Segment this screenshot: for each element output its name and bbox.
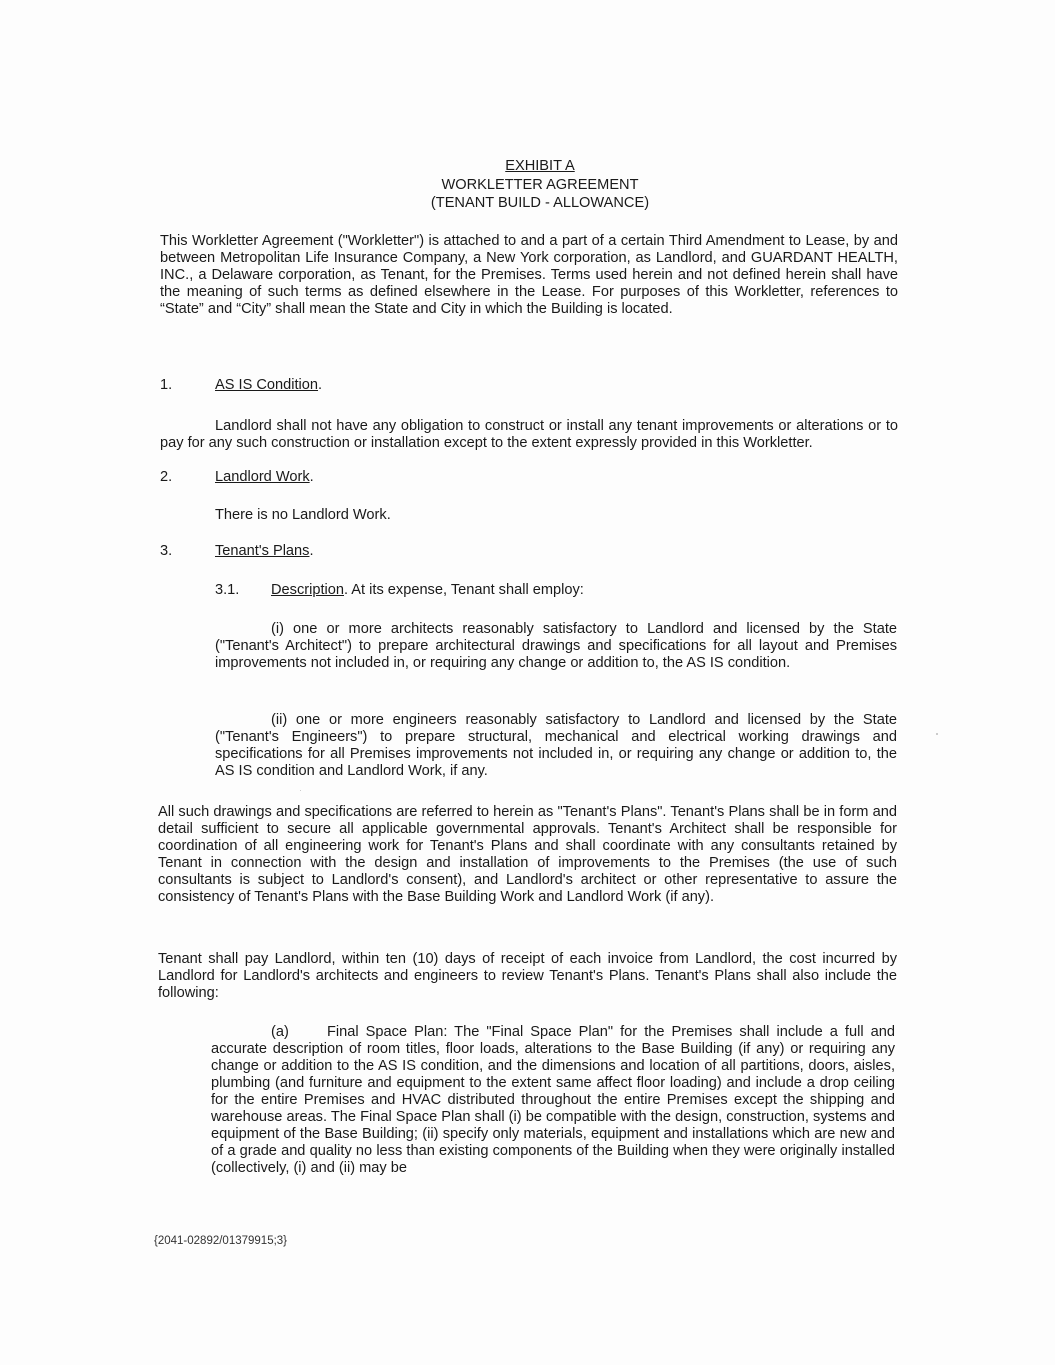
tenant-payment-paragraph: Tenant shall pay Landlord, within ten (10) days of receipt of each invoice from Landlord, the cost incurred by Landlord for Landlord's architects and engineers to review Tenant's Plans. Tenant's Plans shall also include the following: [158,951,897,1001]
item-a-label: (a) [271,1024,289,1040]
section-1-body: Landlord shall not have any obligation to construct or install any tenant improvements or alterations or to pay for any such construction or installation except to the extent expressly provided in this Workletter. [160,418,898,451]
tenant-plans-paragraph: All such drawings and specifications are referred to herein as "Tenant's Plans". Tenant's Plans shall be in form and detail sufficient to secure all applicable governmental approvals. Tenant's Architect shall be responsible for coordination of all engineering work for Tenant's Plans and shall coordinate with any consultants retained by Tenant in connection with the design and installation of improvements to the Premises (the use of such consultants is subject to Landlord's consent), and Landlord's architect or other representative to assure the consistency of Tenant's Plans with the Base Building Work and Landlord Work (if any). [158,804,897,905]
item-ii-paragraph: (ii) one or more engineers reasonably satisfactory to Landlord and licensed by the State ("Tenant's Engineers") to prepare structural, mechanical and electrical working drawings and specifications for all Premises improvements not included in, or requiring any change or addition to, the AS IS condition and Landlord Work, if any. [215,712,897,779]
section-3-number: 3. [160,543,173,559]
section-1-heading: AS IS Condition. [215,377,323,393]
document-footer-id: {2041-02892/01379915;3} [154,1235,288,1247]
intro-paragraph: This Workletter Agreement ("Workletter") is attached to and a part of a certain Third Amendment to Lease, by and between Metropolitan Life Insurance Company, a New York corporation, as Landlord, and GUARDANT HEALTH, INC., a Delaware corporation, as Tenant, for the Premises. Terms used herein and not defined herein shall have the meaning of such terms as defined elsewhere in the Lease. For purposes of this Workletter, references to “State” and “City” shall mean the State and City in which the Building is located. [160,233,898,317]
subsection-3-1-text: . At its expense, Tenant shall employ: [344,582,584,598]
section-2-body: There is no Landlord Work. [215,507,391,523]
scan-speck [300,790,301,791]
subsection-3-1-line [271,582,584,599]
item-a-paragraph: Final Space Plan: The "Final Space Plan" for the Premises shall include a full and accurate description of room titles, floor loads, alterations to the Base Building (if any) or requiring any change or addition to the AS IS condition, and the dimensions and location of all partitions, doors, aisles, plumbing (and furniture and equipment to the extent same affect floor loading) and include a drop ceiling for the entire Premises and HVAC distributed throughout the entire Premises except the shipping and warehouse areas. The Final Space Plan shall (i) be compatible with the design, construction, systems and equipment of the Base Building; (ii) specify only materials, equipment and installations which are new and of a grade and quality no less than existing components of the Building when they were originally installed (collectively, (i) and (ii) may be [211,1024,895,1176]
section-1-number: 1. [160,377,173,393]
subsection-3-1-heading: Description [271,582,344,598]
subsection-3-1-number: 3.1. [215,582,240,598]
agreement-subtitle: (TENANT BUILD - ALLOWANCE) [430,195,650,211]
section-2-heading: Landlord Work. [215,469,314,485]
exhibit-title: EXHIBIT A [505,158,575,174]
section-2-number: 2. [160,469,173,485]
title-block [0,157,1055,213]
item-i-paragraph: (i) one or more architects reasonably satisfactory to Landlord and licensed by the State ("Tenant's Architect") to prepare architectural drawings and specifications for all layout and Premises improvements not included in, or requiring any change or addition to, the AS IS condition. [215,621,897,671]
scan-speck [936,733,938,735]
section-3-heading: Tenant's Plans. [215,543,314,559]
agreement-title: WORKLETTER AGREEMENT [441,176,639,193]
